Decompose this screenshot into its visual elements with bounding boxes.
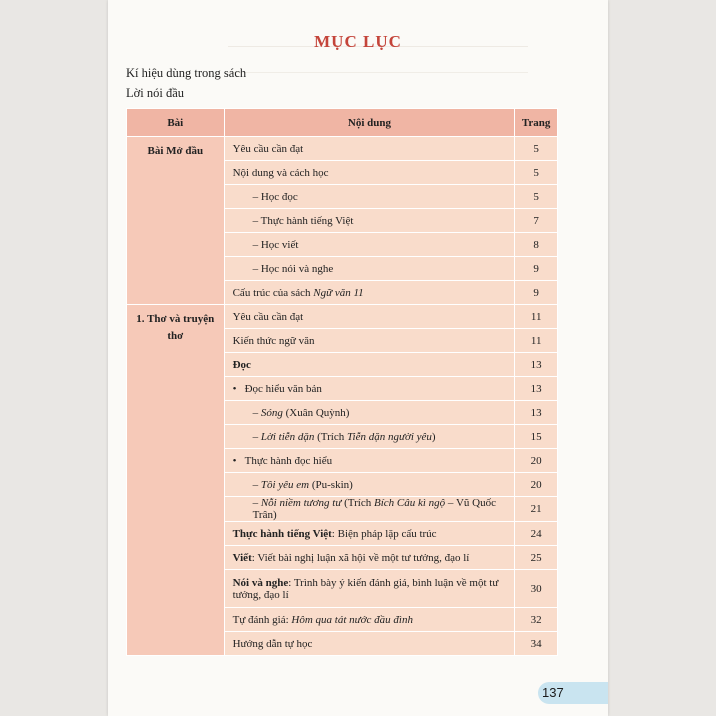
intro-line-1: Kí hiệu dùng trong sách [126,66,247,80]
page-ref: 24 [515,522,558,546]
toc-entry [224,233,515,257]
header-noi-dung: Nội dung [224,109,515,137]
page-ref: 25 [515,546,558,570]
entry-text: – Học nói và nghe [252,262,334,275]
entry-text: Đọc hiểu văn bản [244,382,322,395]
entry-text: Tiễn dặn người yêu [347,430,432,443]
intro-line-2: Lời nói đầu [126,86,184,100]
page-ref: 5 [515,137,558,161]
toc-entry [224,209,515,233]
entry-text: Thực hành đọc hiểu [244,454,333,467]
entry-text: : Trình bày ý kiến đánh giá, bình luận về một tư tưởng, đạo lí [232,576,499,601]
entry-text: – [252,406,261,419]
toc-entry [224,546,515,570]
book-page [108,0,608,716]
entry-text: Bích Câu kì ngộ [373,497,446,509]
entry-text: Ngữ văn 11 [313,286,364,299]
page-number: 137 [542,685,564,700]
toc-entry [224,401,515,425]
toc-entry [224,522,515,546]
entry-text: – [252,478,261,491]
page-ref: 9 [515,281,558,305]
page-ref: 32 [515,608,558,632]
toc-entry [224,377,515,401]
page-ref: 8 [515,233,558,257]
page-ref: 7 [515,209,558,233]
toc-entry [224,425,515,449]
toc-entry [224,608,515,632]
page-number-tab [538,682,608,704]
page-ref: 21 [515,497,558,522]
page-ref: 20 [515,473,558,497]
page-title: MỤC LỤC [314,32,402,51]
bullet-icon: • [232,454,237,467]
toc-body [127,137,558,656]
toc-entry [224,305,515,329]
entry-text: – Thực hành tiếng Việt [252,214,354,227]
entry-text: Thực hành tiếng Việt [232,527,332,540]
section-title: 1. Thơ và truyện thơ [127,305,225,656]
toc-entry [224,353,515,377]
page-ref: 5 [515,185,558,209]
page-ref: 5 [515,161,558,185]
page-ref: 13 [515,353,558,377]
toc-entry [224,570,515,608]
entry-text: Nỗi niềm tương tư [260,497,342,509]
entry-text: Cấu trúc của sách [232,286,314,299]
toc-entry [224,281,515,305]
toc-entry [224,473,515,497]
page-ref: 15 [515,425,558,449]
page-ref: 13 [515,377,558,401]
entry-text: – Học đọc [252,190,298,203]
toc-table [126,108,558,656]
entry-text: : Biện pháp lặp cấu trúc [331,527,437,540]
entry-text: – [252,497,261,509]
toc-entry [224,137,515,161]
entry-text: ) [431,430,436,443]
entry-text: Yêu cầu cần đạt [232,310,304,323]
header-bai: Bài [127,109,225,137]
entry-text: Viết [232,551,252,564]
section-title: Bài Mở đầu [127,137,225,305]
entry-text: (Trích [341,497,374,509]
entry-text: (Trích [314,430,347,443]
page-ref: 34 [515,632,558,656]
entry-text: : Viết bài nghị luận xã hội về một tư tưởng, đạo lí [251,551,470,564]
entry-text: – Vũ Quốc Trân) [252,497,496,521]
entry-text: Nội dung và cách học [232,166,329,179]
toc-row [127,137,558,161]
bullet-icon: • [232,382,237,395]
page-ref: 11 [515,305,558,329]
entry-text: (Xuân Quỳnh) [282,406,350,419]
entry-text: Đọc [232,358,251,371]
page-ref: 13 [515,401,558,425]
entry-text: Nói và nghe [232,576,289,589]
page-ref: 30 [515,570,558,608]
entry-text: Lời tiễn dặn [260,430,315,443]
toc-entry [224,497,515,522]
table-header-row [127,109,558,137]
entry-text: – Học viết [252,238,299,251]
entry-text: Tự đánh giá: [232,613,292,626]
entry-text: Sóng [260,406,283,419]
toc-entry [224,185,515,209]
entry-text: Hướng dẫn tự học [232,637,313,650]
page-ref: 11 [515,329,558,353]
toc-entry [224,449,515,473]
toc-row [127,305,558,329]
header-trang: Trang [515,109,558,137]
entry-text: Tôi yêu em [260,478,310,491]
entry-text: Kiến thức ngữ văn [232,334,315,347]
toc-entry [224,632,515,656]
toc-entry [224,161,515,185]
page-ref: 20 [515,449,558,473]
entry-text: Yêu cầu cần đạt [232,142,304,155]
toc-entry [224,257,515,281]
page-ref: 9 [515,257,558,281]
entry-text: (Pu-skin) [309,478,353,491]
entry-text: – [252,430,261,443]
toc-entry [224,329,515,353]
entry-text: Hôm qua tát nước đầu đình [291,613,413,626]
